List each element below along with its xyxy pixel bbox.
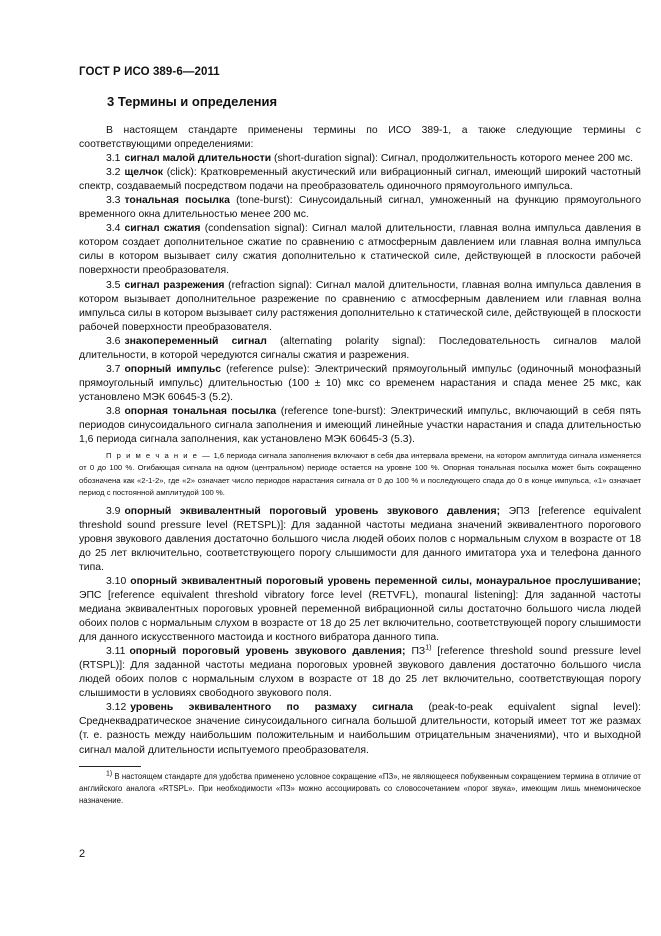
- term-name: опорный импульс: [124, 363, 222, 375]
- term-definition: (short-duration signal): Сигнал, продолжительность которого менее 200 мс.: [271, 153, 633, 165]
- note-label: П р и м е ч а н и е —: [106, 451, 212, 461]
- term-name: щелчок: [124, 167, 163, 179]
- term-definition: (alternating polarity signal): Последовательность сигналов малой длительности, в которой чередуются сигналы сжатия и разрежения.: [79, 335, 641, 361]
- footnote-ref: 1): [425, 644, 432, 652]
- term-name: тональная посылка: [124, 195, 230, 207]
- term-3-3: 3.3 тональная посылка (tone-burst): Синусоидальный сигнал, умноженный на функцию прямоугольного временного окна длительностью менее 200 мс.: [79, 195, 641, 221]
- term-3-9: 3.9 опорный эквивалентный пороговый уровень звукового давления; ЭПЗ [reference equivalent threshold sound pressure level (RETSPL)]: Для заданной частоты медиана значений эквивалентного порогового уровня звукового давления достаточно большого числа людей обоих полов с нормальным слухом в возрасте от 18 до 25 лет включительно, соответствующего порогу слышимости для данного имитатора уха и телефона данного типа.: [79, 505, 641, 573]
- term-3-10: 3.10 опорный эквивалентный пороговый уровень переменной силы, монауральное прослушивание; ЭПС [reference equivalent threshold vibratory force level (RETVFL), monaural listening]: Для заданной частоты медиана эквивалентных пороговых уровней переменной вибрационной силы достаточно большого числа людей обоих полов с нормальным слухом в возрасте от 18 до 25 лет включительно, соответствующей порогу слышимости для данного искусственного мастоида и костного вибратора данного типа.: [79, 575, 641, 644]
- term-abbreviation: ПЗ: [405, 646, 426, 658]
- term-3-4: 3.4 сигнал сжатия (condensation signal): Сигнал малой длительности, главная волна импульса давления в котором создает дополнительное сжатие по сравнению с атмосферным давлением или главная волна импульса силы в котором вызывает силу сжатия дополнительно к статической силе, действующей в плоскости рабочей поверхности преобразователя.: [79, 223, 641, 277]
- term-3-7: 3.7 опорный импульс (reference pulse): Электрический прямоугольный импульс (одиночный монофазный прямоугольный импульс) длительностью (100 ± 10) мкс со временем нарастания и спада менее 25 мкс, как установлено МЭК 60645-3 (5.2).: [79, 363, 642, 403]
- term-name: уровень эквивалентного по размаху сигнала: [130, 702, 414, 714]
- footnote: [79, 771, 641, 808]
- term-definition: (reference tone-burst): Электрический импульс, включающий в себя пять периодов синусоидального сигнала заполнения и имеющий линейные участки нарастания и спада длительностью 1,6 периода сигнала заполнения, как установлено МЭК 60645-3 (5.3).: [79, 405, 641, 446]
- footnote-text: В настоящем стандарте для удобства применено условное сокращение «ПЗ», не являющееся побуквенным сокращением термина в отличие от английского аналога «RTSPL». При необходимости «ПЗ» можно ассоциировать со словосочетанием «порог звука», имеющим лишь мнемоническое назначение.: [79, 772, 641, 806]
- footnote-mark: 1): [106, 770, 113, 778]
- term-3-12: 3.12 уровень эквивалентного по размаху сигнала (peak-to-peak equivalent signal level): Среднеквадратическое значение синусоидального сигнала большой длительности, который имеет тот же размах (т. е. разность между наибольшим положительным и наибольшим отрицательным значениями), что и выходной сигнал малой длительности испытуемого преобразователя.: [79, 702, 641, 756]
- term-3-8: 3.8 опорная тональная посылка (reference tone-burst): Электрический импульс, включающий в себя пять периодов синусоидального сигнала заполнения и имеющий линейные участки нарастания и спада длительностью 1,6 периода сигнала заполнения, как установлено МЭК 60645-3 (5.3).: [79, 405, 641, 446]
- term-name: опорный эквивалентный пороговый уровень переменной силы, монауральное прослушивание;: [130, 575, 641, 587]
- term-3-2: 3.2 щелчок (click): Кратковременный акустический или вибрационный сигнал, имеющий широкий частотный спектр, создаваемый посредством подачи на преобразователь одиночного прямоугольного импульса.: [79, 167, 641, 193]
- page-number: 2: [79, 848, 86, 860]
- term-name: опорный эквивалентный пороговый уровень звукового давления;: [124, 505, 501, 517]
- standard-header: ГОСТ Р ИСО 389-6—2011: [79, 66, 220, 78]
- term-name: сигнал малой длительности: [124, 153, 272, 165]
- term-definition: ЭПЗ [reference equivalent threshold sound pressure level (RETSPL)]: Для заданной частоты медиана значений эквивалентного порогового уровня звукового давления достаточно большого числа людей обоих полов с нормальным слухом в возрасте от 18 до 25 лет включительно, соответствующего порогу слышимости для данного имитатора уха и телефона данного типа.: [79, 505, 641, 573]
- term-definition: (tone-burst): Синусоидальный сигнал, умноженный на функцию прямоугольного временного окна длительностью менее 200 мс.: [79, 195, 641, 221]
- document-body: [79, 124, 641, 758]
- term-3-5: 3.5 сигнал разрежения (refraction signal): Сигнал малой длительности, главная волна импульса давления в котором вызывает дополнительное разрежение по сравнению с атмосферным давлением или главная волна импульса силы в котором вызывает силу растяжения дополнительно к статической силе, действующей в плоскости рабочей поверхности преобразователя.: [79, 279, 641, 333]
- term-definition: ЭПС [reference equivalent threshold vibratory force level (RETVFL), monaural listening]: Для заданной частоты медиана эквивалентных пороговых уровней переменной вибрационной силы достаточно большого числа людей обоих полов с нормальным слухом в возрасте от 18 до 25 лет включительно, соответствующей порогу слышимости для данного искусственного мастоида и костного вибратора данного типа.: [79, 589, 641, 644]
- term-3-6: 3.6 знакопеременный сигнал (alternating polarity signal): Последовательность сигналов малой длительности, в которой чередуются сигналы сжатия и разрежения.: [79, 335, 641, 361]
- footnote-divider: [79, 766, 141, 767]
- term-3-11: 3.11 опорный пороговый уровень звукового давления; ПЗ$^{1)}$ [reference threshold sound pressure level (RTSPL)]: Для заданной частоты медиана пороговых уровней звукового давления достаточно большого числа людей обоих полов с нормальным слухом в возрасте от 18 до 25 лет включительно, соответствующая порогу слышимости в условиях свободного звукового поля.: [79, 644, 641, 700]
- term-definition: (refraction signal): Сигнал малой длительности, главная волна импульса давления в котором вызывает дополнительное разрежение по сравнению с атмосферным давлением или главная волна импульса силы в котором вызывает силу растяжения дополнительно к статической силе, действующей в плоскости рабочей поверхности преобразователя.: [79, 279, 641, 333]
- note-paragraph: [79, 450, 641, 500]
- term-name: знакопеременный сигнал: [124, 335, 267, 347]
- note-text: 1,6 периода сигнала заполнения включают в себя два интервала времени, на котором амплитуда сигнала изменяется от 0 до 100 %. Огибающая сигнала на одном (центральном) периоде остается на уровне 100 %. Опорная тональная посылка может быть сокращенно обозначена как «2-1-2», где «2» означает число периодов нарастания сигнала от 0 до 100 % и последующего спада до 0 в конце импульса, «1» означает период с постоянной амплитудой 100 %.: [79, 451, 641, 498]
- term-name: сигнал сжатия: [124, 223, 201, 235]
- term-definition: (peak-to-peak equivalent signal level): Среднеквадратическое значение синусоидального сигнала большой длительности, который имеет тот же размах (т. е. разность между наибольшим положительным и наибольшим отрицательным значениями), что и выходной сигнал малой длительности испытуемого преобразователя.: [79, 702, 641, 756]
- term-3-1: 3.1 сигнал малой длительности (short-duration signal): Сигнал, продолжительность которого менее 200 мс.: [106, 153, 633, 165]
- term-definition: [reference threshold sound pressure level (RTSPL)]: Для заданной частоты медиана пороговых уровней звукового давления достаточно большого числа людей обоих полов с нормальным слухом в возрасте от 18 до 25 лет включительно, соответствующая порогу слышимости в условиях свободного звукового поля.: [79, 646, 641, 700]
- intro-paragraph: В настоящем стандарте применены термины по ИСО 389-1, а также следующие термины с соответствующими определениями:: [79, 125, 641, 151]
- term-name: опорный пороговый уровень звукового давления;: [129, 646, 406, 658]
- term-definition: (condensation signal): Сигнал малой длительности, главная волна импульса давления в котором создает дополнительное сжатие по сравнению с атмосферным давлением или главная волна импульса силы в котором вызывает силу сжатия дополнительно к статической силе, действующей в плоскости рабочей поверхности преобразователя.: [79, 223, 641, 277]
- term-definition: (click): Кратковременный акустический или вибрационный сигнал, имеющий широкий частотный спектр, создаваемый посредством подачи на преобразователь одиночного прямоугольного импульса.: [79, 167, 641, 193]
- section-title: 3 Термины и определения: [107, 94, 278, 109]
- term-definition: (reference pulse): Электрический прямоугольный импульс (одиночный монофазный прямоугольный импульс) длительностью (100 ± 10) мкс со временем нарастания и спада менее 25 мкс, как установлено МЭК 60645-3 (5.2).: [79, 363, 642, 403]
- term-name: сигнал разрежения: [124, 279, 225, 291]
- term-name: опорная тональная посылка: [124, 405, 277, 417]
